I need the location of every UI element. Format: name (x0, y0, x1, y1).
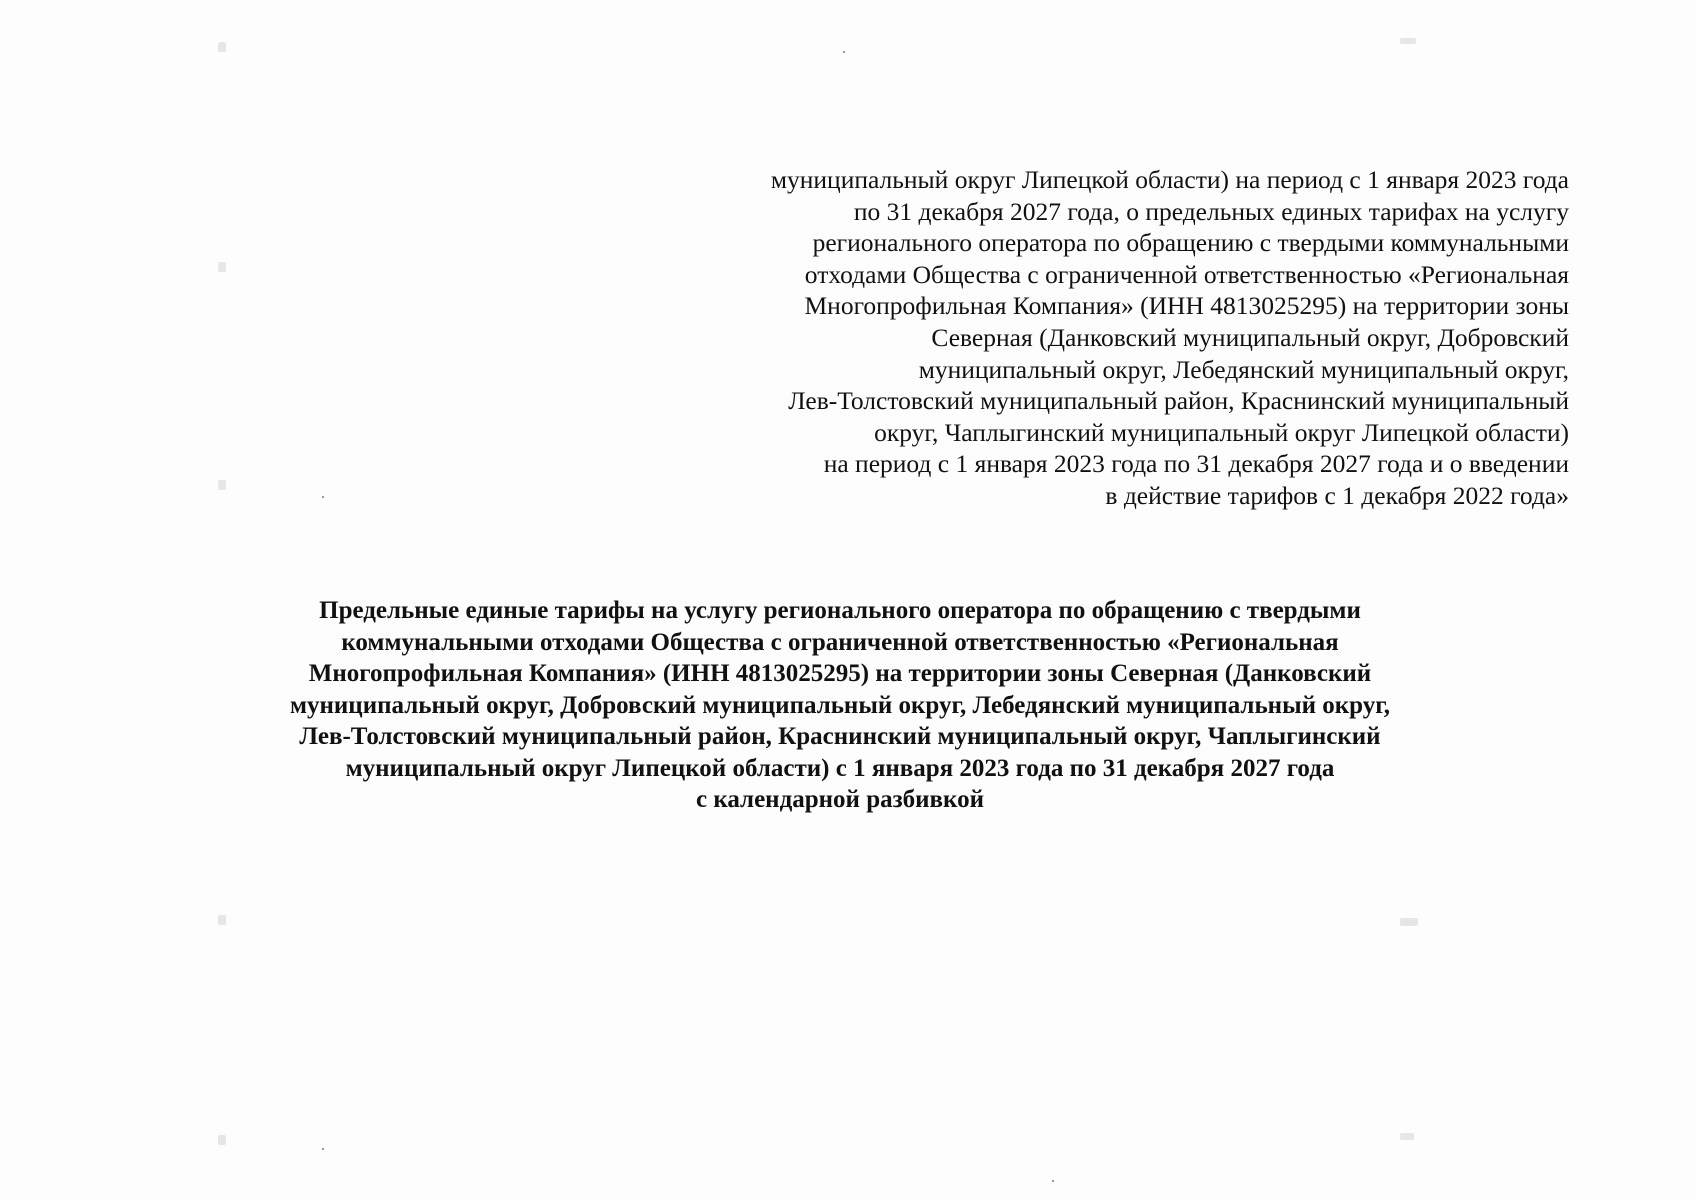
title-line: с календарной разбивкой (695, 786, 985, 813)
header-line: Многопрофильная Компания» (ИНН 4813025295) на территории зоны (804, 291, 1569, 321)
scan-dot (843, 51, 845, 53)
title-line: муниципальный округ, Добровский муниципальный округ, Лебедянский муниципальный округ, (289, 691, 1391, 719)
header-line: на период с 1 января 2023 года по 31 декабря 2027 года и о введении (823, 449, 1569, 479)
scan-speck (1400, 918, 1418, 926)
header-line: в действие тарифов с 1 декабря 2022 года» (1105, 480, 1569, 510)
scan-dot (322, 496, 324, 498)
title-line: коммунальными отходами Общества с ограниченной ответственностью «Региональная (341, 628, 1339, 656)
scan-speck (1400, 1133, 1414, 1140)
header-line: муниципальный округ, Лебедянский муниципальный округ, (918, 354, 1569, 384)
header-line: округ, Чаплыгинский муниципальный округ Липецкой области) (874, 417, 1569, 447)
scan-speck (1400, 38, 1416, 44)
appendix-reference-header (619, 164, 1569, 512)
header-line: по 31 декабря 2027 года, о предельных единых тарифах на услугу (853, 196, 1569, 226)
title-line: Многопрофильная Компания» (ИНН 4813025295) на территории зоны Северная (Данковский (308, 660, 1372, 687)
scan-dot (322, 1148, 324, 1150)
scan-speck (218, 42, 226, 52)
header-line: регионального оператора по обращению с твердыми коммунальными (812, 228, 1569, 258)
title-line: муниципальный округ Липецкой области) с 1 января 2023 года по 31 декабря 2027 года (345, 754, 1335, 782)
document-title (190, 595, 1490, 816)
scan-speck (218, 1135, 226, 1145)
scan-dot (1052, 1180, 1054, 1182)
scan-speck (218, 480, 226, 490)
header-line: Лев-Толстовский муниципальный район, Краснинский муниципальный (788, 386, 1569, 416)
header-line: отходами Общества с ограниченной ответственностью «Региональная (804, 259, 1569, 289)
header-line: Северная (Данковский муниципальный округ, Добровский (931, 322, 1569, 352)
title-line: Лев-Толстовский муниципальный район, Краснинский муниципальный округ, Чаплыгинский (299, 723, 1381, 750)
scan-speck (218, 915, 226, 925)
title-line: Предельные единые тарифы на услугу регионального оператора по обращению с твердыми (319, 597, 1361, 624)
header-line: муниципальный округ Липецкой области) на период с 1 января 2023 года (770, 165, 1569, 194)
scan-speck (218, 262, 226, 272)
